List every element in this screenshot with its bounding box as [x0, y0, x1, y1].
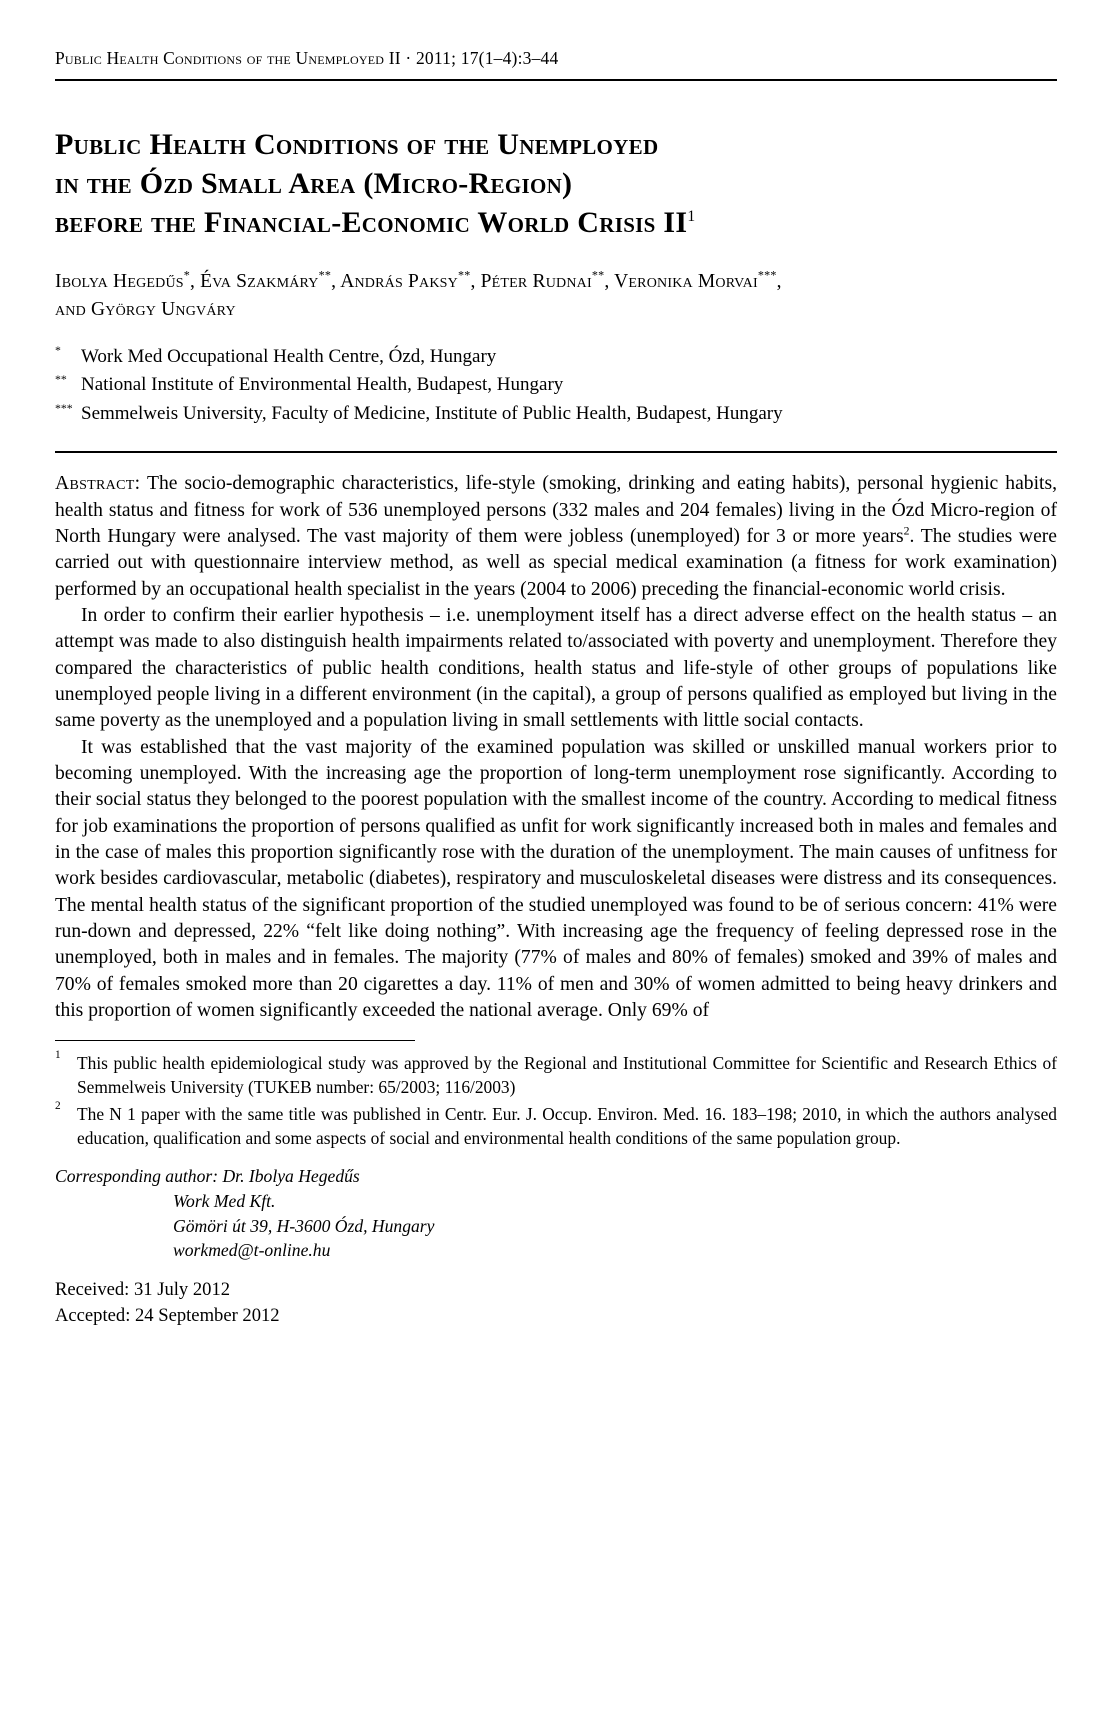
page-content — [55, 48, 1057, 1330]
corresponding-org: Work Med Kft. — [173, 1191, 276, 1212]
author-1: Ibolya Hegedűs — [55, 271, 184, 292]
abstract-paragraph-2: In order to confirm their earlier hypothesis – i.e. unemployment itself has a direct adverse effect on the health status – an attempt was made to also distinguish health impairments related to/associated with poverty and unemployment. Therefore they compared the characteristics of public health conditions, health status and life-style of other groups of populations like unemployed people living in a different environment (in the capital), a group of persons qualified as employed but living in the same poverty as the unemployed and a population living in small settlements with little social contacts. — [55, 604, 1057, 732]
author-line-1: Ibolya Hegedűs*, Éva Szakmáry**, András Paksy**, Péter Rudnai**, Veronika Morvai***, — [55, 268, 782, 292]
accepted-date: Accepted: 24 September 2012 — [55, 1305, 280, 1327]
title-line-1: Public Health Conditions of the Unemployed — [55, 128, 659, 161]
author-4-affil-marker: ** — [591, 268, 605, 283]
abstract-footnote-marker: 2 — [903, 524, 910, 538]
author-2-affil-marker: ** — [318, 268, 332, 283]
affiliation-2: ** National Institute of Environmental Health, Budapest, Hungary — [55, 373, 564, 396]
author-list — [55, 268, 1057, 325]
author-3: András Paksy — [340, 271, 458, 292]
title-line-3 — [55, 203, 1057, 242]
corresponding-email[interactable]: workmed@t-online.hu — [173, 1240, 331, 1261]
running-head: Public Health Conditions of the Unemployed II · 2011; 17(1–4):3–44 — [55, 48, 559, 68]
footnote-1-text: This public health epidemiological study was approved by the Regional and Institutional Committee for Scientific and Research Ethics of Semmelweis University (TUKEB number: 65/2003; 116/2003) — [77, 1053, 1057, 1098]
title-line-2: in the Ózd Small Area (Micro-Region) — [55, 167, 573, 200]
author-1-affil-marker: * — [183, 268, 190, 283]
submission-dates — [55, 1277, 1057, 1330]
abstract-p1-part-a: The socio-demographic characteristics, life-style (smoking, drinking and eating habits), personal hygienic habits, health status and fitness for work of 536 unemployed persons (332 males and 204 females) living in the Ózd Micro-region of North Hungary were analysed. The vast majority of them were jobless (unemployed) for 3 or more years — [55, 473, 1057, 547]
author-3-affil-marker: ** — [457, 268, 471, 283]
affiliation-1: * Work Med Occupational Health Centre, Ózd, Hungary — [55, 344, 497, 367]
footnote-2-text: The N 1 paper with the same title was published in Centr. Eur. J. Occup. Environ. Med. 16. 183–198; 2010, in which the authors analysed education, qualification and some aspects of social and environmental health conditions of the same population group. — [77, 1104, 1057, 1149]
author-5-affil-marker: *** — [757, 268, 777, 283]
received-date: Received: 31 July 2012 — [55, 1278, 231, 1300]
footnote-2-number: 2 — [55, 1100, 61, 1113]
page-title — [55, 125, 1057, 242]
abstract-rule — [55, 451, 1057, 453]
affiliation-3: *** Semmelweis University, Faculty of Medicine, Institute of Public Health, Budapest, Hungary — [55, 401, 783, 425]
abstract-p1-part-b: . The studies were carried out with questionnaire interview method, as well as special medical examination (a fitness for work examination) performed by an occupational health specialist in the years (2004 to 2006) preceding the financial-economic world crisis. — [55, 525, 1057, 600]
footnote-list — [55, 1051, 1057, 1150]
footnote-1 — [55, 1051, 1057, 1099]
affiliation-2-text: National Institute of Environmental Health, Budapest, Hungary — [81, 374, 564, 396]
abstract — [55, 471, 1057, 1024]
title-line-3-text: before the Financial-Economic World Crisis II — [55, 206, 688, 239]
corresponding-address: Gömöri út 39, H-3600 Ózd, Hungary — [173, 1215, 435, 1236]
affiliation-list — [55, 343, 1057, 430]
affiliation-1-text: Work Med Occupational Health Centre, Ózd, Hungary — [81, 345, 497, 367]
title-footnote-marker: 1 — [687, 208, 696, 225]
author-4: Péter Rudnai — [480, 271, 592, 292]
corresponding-author-line: Corresponding author: Dr. Ibolya Hegedűs — [55, 1166, 360, 1187]
author-6: György Ungváry — [91, 299, 236, 321]
abstract-paragraph-1 — [55, 471, 1057, 603]
affiliation-3-text: Semmelweis University, Faculty of Medicine, Institute of Public Health, Budapest, Hungary — [81, 403, 783, 425]
author-line-2 — [55, 296, 1057, 324]
author-5: Veronika Morvai — [614, 271, 758, 292]
corresponding-author-block — [55, 1164, 1057, 1263]
header-rule — [55, 79, 1057, 81]
footnote-separator — [55, 1040, 415, 1041]
footnote-2 — [55, 1102, 1057, 1150]
abstract-label: Abstract: — [55, 473, 141, 495]
author-conjunction: and — [55, 299, 92, 321]
abstract-paragraph-3: It was established that the vast majority of the examined population was skilled or unskilled manual workers prior to becoming unemployed. With the increasing age the proportion of long-term unemployment rose significantly. According to their social status they belonged to the poorest population with the smallest income of the country. According to medical fitness for job examinations the proportion of persons qualified as unfit for work significantly increased both in males and females and in the case of males this proportion significantly rose with the duration of the unemployment. The main causes of unfitness for work besides cardiovascular, metabolic (diabetes), respiratory and musculoskeletal diseases were distress and its consequences. The mental health status of the significant proportion of the studied unemployed was found to be of serious concern: 41% were run-down and depressed, 22% “felt like doing nothing”. With increasing age the frequency of feeling depressed rose in the unemployed, both in males and in females. The majority (77% of males and 80% of females) smoked and 39% of males and 70% of females smoked more than 20 cigarettes a day. 11% of men and 30% of women admitted to being heavy drinkers and this proportion of women significantly exceeded the national average. Only 69% of — [55, 736, 1057, 1022]
author-2: Éva Szakmáry — [200, 271, 319, 292]
footnote-1-number: 1 — [55, 1049, 61, 1062]
